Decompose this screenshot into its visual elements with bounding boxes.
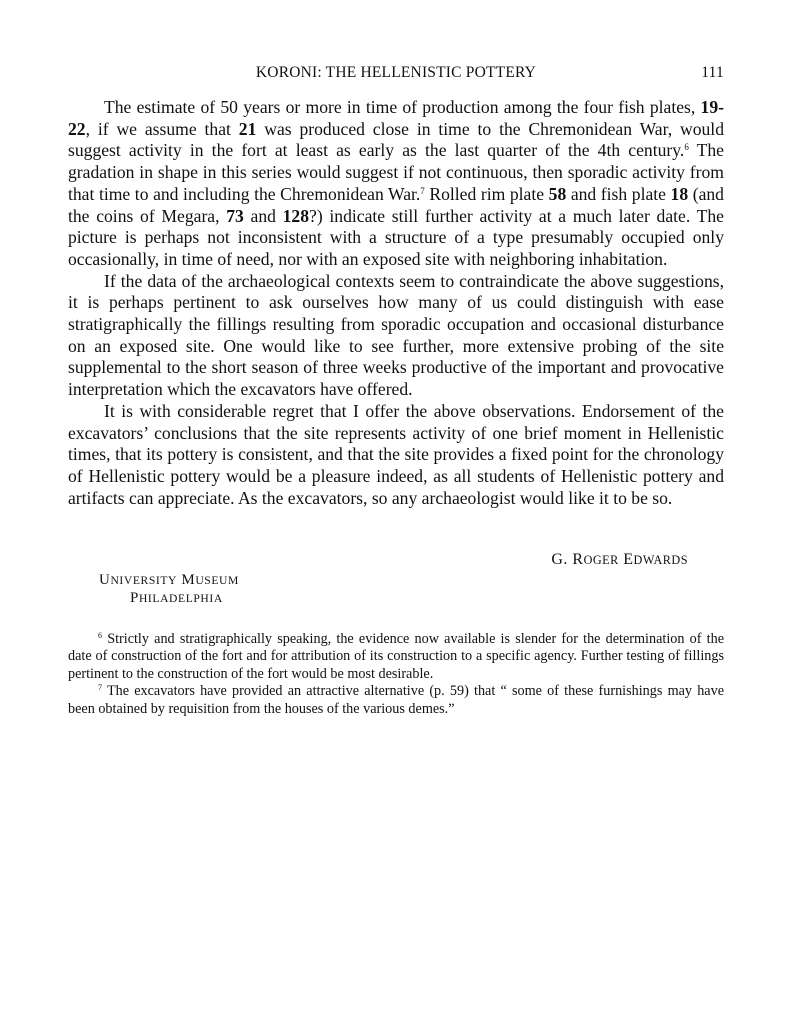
footnote-ref: 7: [420, 185, 425, 196]
affiliation-city: PHILADELPHIA: [130, 590, 223, 606]
paragraph-1-text: The estimate of 50 years or more in time of production among the four fish plates,: [104, 97, 701, 117]
affiliation-institution: UNIVERSITY MUSEUM: [99, 572, 239, 588]
body-text: [68, 97, 724, 509]
footnote-7: [68, 683, 724, 718]
footnote-6: [68, 631, 724, 683]
footnote-ref: 6: [684, 142, 689, 153]
paragraph-1-text: was produced close in time to the Chremonidean War, would suggest activity in the fort at least as early as the last quarter of the 4th century.: [68, 118, 724, 161]
paragraph-1-text: and fish plate: [566, 183, 671, 204]
catalog-number: 128: [282, 205, 310, 226]
paragraph-3: It is with considerable regret that I offer the above observations. Endorsement of the excavators’ conclusions that the site represents activity of one brief moment in Hellenistic times, that its pottery is consistent, and that the site provides a fixed point for the chronology of Hellenistic pottery would be a pleasure indeed, as all students of Hellenistic pottery and artifacts can appreciate. As the excavators, so any archaeologist would like it to be so.: [68, 400, 724, 508]
footnote-text: Strictly and stratigraphically speaking, the evidence now available is slender for the determination of the date of construction of the fort and for attribution of its construction to a specific agency. Further testing of fillings pertinent to the construction of the fort would be most desirable.: [68, 631, 724, 682]
footnote-number: 7: [98, 683, 102, 693]
footnote-text: The excavators have provided an attractive alternative (p. 59) that “ some of these furnishings may have been obtained by requisition from the houses of the various demes.”: [68, 683, 724, 717]
paragraph-1-text: ?) indicate still further activity at a much later date. The picture is perhaps not inconsistent with a structure of a type presumably occupied only occasionally, in time of need, nor with an exposed site with neighboring inhabitation.: [68, 205, 724, 269]
catalog-number: 19-22: [68, 97, 724, 139]
paragraph-1-text: The gradation in shape in this series would suggest if not continuous, then sporadic activity from that time to and including the Chremonidean War.: [68, 140, 724, 204]
running-head-title: KORONI: THE HELLENISTIC POTTERY: [255, 64, 537, 81]
paragraph-1-text: and: [243, 205, 283, 226]
catalog-number: 21: [238, 118, 257, 139]
catalog-number: 58: [548, 183, 567, 204]
paragraph-1: [68, 97, 724, 271]
catalog-number: 73: [226, 205, 244, 226]
footnotes: [68, 631, 724, 718]
paragraph-1-text: , if we assume that: [85, 118, 239, 139]
paragraph-1-text: Rolled rim plate: [424, 183, 549, 204]
running-head: [68, 64, 724, 86]
author-signature: G. ROGER EDWARDS: [551, 551, 688, 568]
paragraph-1-text: (and the coins of Megara,: [68, 183, 724, 226]
page-number: 111: [701, 64, 724, 81]
paragraph-2: If the data of the archaeological contexts seem to contraindicate the above suggestions, it is perhaps pertinent to ask ourselves how many of us could distinguish with ease stratigraphically the fillings resulting from sporadic occupation and occasional disturbance on an exposed site. One would like to see further, more extensive probing of the site supplemental to the short season of three weeks productive of the important and provocative interpretation which the excavators have offered.: [68, 270, 724, 400]
footnote-number: 6: [98, 631, 102, 640]
catalog-number: 18: [670, 183, 689, 204]
